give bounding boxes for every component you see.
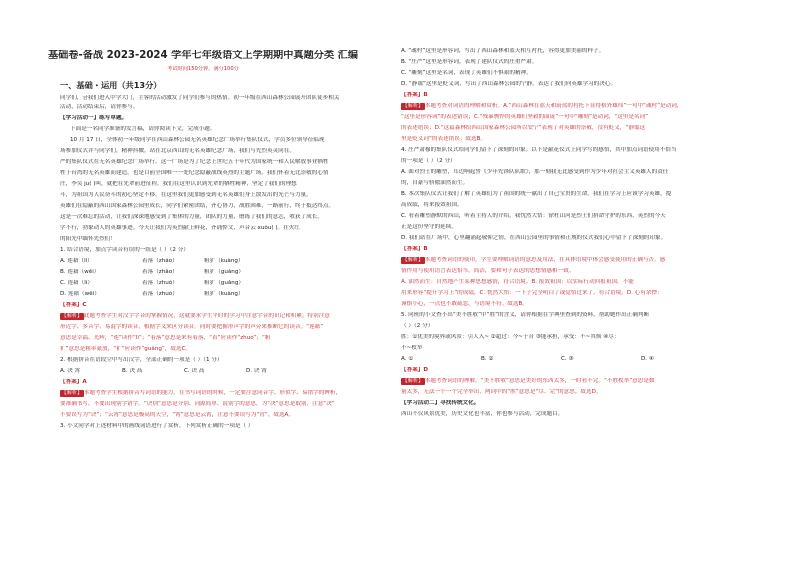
explanation-line <box>401 103 770 110</box>
q3-option-d: D. “静谧”这里是贬义词，写出了西山森林公园的宁静，表达了我们向英雄学习的决心。 <box>401 81 617 87</box>
answer-value: B <box>423 92 428 98</box>
answer-label: 【答案】 <box>60 379 83 385</box>
q5-option-a: A. ① <box>401 356 414 362</box>
activity-heading: 【学习活动一】练写草题。 <box>60 115 128 121</box>
question-2: 2. 根据拼音在语段空中写出汉字，全部正确的一项是（ ）（1 分） <box>60 357 223 363</box>
explanation-line: 的表述错误；D.“这篇森林给西山国家森林公园所以安宁”表现了对英雄的崇敬，没有贬义，“静谧这 <box>401 125 646 131</box>
analysis-tag: 【解析】 <box>61 390 83 396</box>
explanation-line: 情作用与使用语言表达恰当，简洁，要和句子表达的思想情感相一致。 <box>401 268 575 274</box>
answer-3 <box>401 92 794 99</box>
intro-line: 同学们，금我们进入中学大门，主客的活动激发了同学们参与的热情。初一年级在西山森林公园展开团队徒步相关 <box>60 95 340 101</box>
option-part: 粗犷（guǎng） <box>204 280 244 286</box>
q1-option-d <box>60 291 376 298</box>
answer-label: 【答案】 <box>401 246 424 252</box>
q2-option-b: B. 决 高 <box>122 368 143 374</box>
explanation-line: 要准确书写，不要出现别字错字。“诀别”意思是分别、词源简单、说别字的意思，为“决”意思是取别，注意“决” <box>60 401 335 407</box>
answer-5 <box>401 367 794 374</box>
option-part: 着落（zhuó） <box>142 291 178 297</box>
question-4-cont: 的一项是（ ）（2 分） <box>401 158 456 164</box>
q4-option-a: A. 面对烈士的雕塑，耳边响起誓《少年先锋队队歌》，那一刻我无比感受到作为少年对社会主义英雄人的责任 <box>401 169 669 175</box>
q1-option-b <box>60 269 376 276</box>
q4-option-c-cont: 正是这份坚守的延续。 <box>401 224 457 230</box>
question-4: 4. 庄严肃穆的集队仪式给同学们留下了深刻的印象。以下是献花仪式上同学写的感悟，其中加点词语使用不恰当 <box>401 147 677 153</box>
analysis-tag: 【解析】 <box>402 257 424 263</box>
q5-option-c: C. ③ <box>561 356 574 362</box>
passage-line: 这是一次难忘的活动，让我们深深地感受到了集体的力量，团队的力量，磨练了我们的意志，收获了成长。 <box>60 214 323 220</box>
passage-line: 严的集队仪式在无名英雄纪念广场举行。这一广场是为了纪念上世纪五十年代为国家统一和人民解放事业牺牲 <box>60 159 329 165</box>
explanation-line: 用来形容“提升学习上”的成绩，C. 恍然大悟：一下子完全明白了或觉悟过来了，符合语境。D. 心有余悸： <box>401 290 663 296</box>
answer-label: 【答案】 <box>60 302 83 308</box>
option-part: 着落（zhāo） <box>142 269 178 275</box>
q4-option-b: B. 本次集队仪式让我们了解了英雄们为了祖国的统一献出了自己宝贵的生命。我们在学习上应该学习英雄，提 <box>401 191 672 197</box>
explanation-line: 量太多，无法一个一个完全举出，两词中的“胜”意思是“尽、完”的意思。故选D。 <box>401 389 602 395</box>
section-heading: 一、基础・运用（共13分） <box>60 80 162 90</box>
option-part: 着落（zhuó） <box>142 280 178 286</box>
explanation-text: 本题考查学生根据拼音写词语的能力。在书写词语的时候，一定要注意同音字、形似字、易错字的辨析， <box>83 390 342 396</box>
passage-line: 的阳光中缅怀先烈们！ <box>60 236 116 242</box>
explanation-line: 意思是幸福、光辉，“莲”读作“lì”；“着落”意思是来有着落，“着”应读作“zhuó”；“粗 <box>60 335 271 341</box>
answer-1 <box>60 302 396 309</box>
exam-meta: 考试时间150分钟，满分100分 <box>167 66 239 72</box>
q3-option-a: A. “魂村”这里是形容词，写出了西山森林和蓝天相互衬托，容得更加美丽的样子。 <box>401 48 605 54</box>
option-part: 着落（zháo） <box>142 258 178 264</box>
passage-line: 庄，李吴 ju( )叫，就把在先辈前进征程。我们在这里认识到先辈的牺牲精神，坚定了我们的理想 <box>60 181 297 187</box>
question-5: 5. 同班的小文查不出“美不胜收”中“胜”的含义，请你根据在字典里查到的资料，帮助她作出正确判断 <box>401 312 650 318</box>
doc-title: 基础卷-备战 2023-2024 学年七年级语文上学期期中真题分类 汇编 <box>47 50 359 61</box>
explanation-text: 本题考查词语的使用，学生要理解词语的意思及用法，在具体语境中体会感受使用的正确与否。感 <box>424 257 666 263</box>
explanation-line: 谨慎小心，一点也不敢疏忽，与语境不符。故选B。 <box>401 301 528 307</box>
explanation-line: “这里是形容词”的表述错误；C.“残暴剽悍的英雄们坚毅的面庞”一句中“雕刻”是动词，“这里是名词” <box>401 114 649 120</box>
q4-option-b-cont: 高成绩，将来报效祖国。 <box>401 202 463 208</box>
question-5-cont: （ ）（2 分） <box>401 323 434 329</box>
explanation-text: 本题考查对词语的理解和赏析。A.“西山森林在蓝天和蔚蓝的衬托下显得格外雄伟”一句中“魂村”是动词， <box>424 103 683 109</box>
left-column <box>0 0 396 562</box>
explanation-line: 不要误写为“诀”；“云霄”意思是极高的天空，“霄”意思是云霄，注意不要误写为“宵”。故选A。 <box>60 412 294 418</box>
explanation-line <box>60 390 376 397</box>
q4-option-c: C. 看着雕塑静默的西山，听着主持人的介绍，我忧然大悟：徐杜山河是烈士们拼命守护的东西，英烈的今天 <box>401 213 666 219</box>
question-1: 1. 结合语境，加点字读音有误的一组是（ ）（2 分） <box>60 247 189 253</box>
q3-option-b: B. “庄严”这里是形容词，表现了建队仪式的庄重严肃。 <box>401 59 538 65</box>
q2-option-c: C. 诀 高 <box>184 368 205 374</box>
activity-intro: 西山不仅风景优美，历史文化也丰富，你也参与活动，完成题目。 <box>401 411 564 417</box>
answer-value: D <box>423 367 429 373</box>
explanation-line <box>60 313 376 320</box>
q4-option-d: D. 我们站在广场中，心里翻涌起敬仰之情，在西山公园里的事情和正规的仪式我们心中留下了深刻的印象。 <box>401 235 667 241</box>
answer-4 <box>401 246 794 253</box>
q3-option-c: C. “雕刻”这里是名词，表现了英雄们不惧艰的精神。 <box>401 70 532 76</box>
dictionary-entry-cont: 不~枚举 <box>401 345 423 351</box>
q2-option-d: D. 诀 霄 <box>246 368 267 374</box>
explanation-line <box>401 378 770 385</box>
option-part: A. 莲藉（lì） <box>60 258 93 264</box>
q4-option-a-cont: 的，自豪与骄傲油然而生。 <box>401 180 469 186</box>
explanation-line: 犷”意思是粗率豪放，“犷”应读作“guǎng”，故选C。 <box>60 346 192 352</box>
passage-line: 英雄们在隐蔽的西山国家森林公园里成长，同学们紧密团结，齐心协力，战胜困难，一路前行，终于抵达终点。 <box>60 203 335 209</box>
question-3: 3. 小文同学对上述材料中的画线词语进行了赏析，下列赏析正确的一项是（ ） <box>60 423 254 429</box>
q5-option-d: D. ④ <box>641 356 654 362</box>
option-part: C. 莲藉（lì） <box>60 280 93 286</box>
passage-line: 斗，为祖国为人民奋斗的初心坚定不移。在这里我们更加感受到无名英雄们身上散发出的光芒与力量。 <box>60 192 312 198</box>
option-part: 粗犷（kuàng） <box>204 258 244 264</box>
explanation-text: 本题考查词语的理解。“美不胜收”意思是美好的东西太多，一时看不完。“不胜枚举”意思是数 <box>424 378 655 384</box>
option-part: 粗犷（kuàng） <box>204 291 244 297</box>
passage-line: 学不行，勃象动人的英雄事迹。今天让我们为英烈献上鲜花，齐诵悼文，声音云 xuǒu( )。在火红 <box>60 225 300 231</box>
explanation-line: A. 油然而生：自然地产生某种思想感情，符合语境。B. 报效祖国：以实际行动回报祖国，不能 <box>401 279 634 285</box>
explanation-text: 此题考查学生对汉字字音的掌握情况，这就要求学生平时的学习中注意字音的识记和积累。特别注意 <box>83 313 330 319</box>
right-column <box>397 0 794 562</box>
option-part: B. 莲藉（wěi） <box>60 269 100 275</box>
passage-line: 牲于台湾的无名英雄而建造。也是目前全国唯一一处纪念隐蔽战线英烈的主题广场。我们怀着无比崇敬的心情 <box>60 170 329 176</box>
q5-options <box>401 356 770 363</box>
q2-options <box>60 368 376 375</box>
q1-option-c <box>60 280 376 287</box>
answer-value: B <box>423 246 428 252</box>
answer-label: 【答案】 <box>401 92 424 98</box>
option-part: 粗犷（guǎng） <box>204 269 244 275</box>
passage-line: 下面是一名同学准备的发言稿，请你阅读下文，完成小题。 <box>70 126 216 132</box>
analysis-tag: 【解析】 <box>402 378 424 384</box>
q1-option-a <box>60 258 376 265</box>
q2-option-a: A. 决 霄 <box>60 368 81 374</box>
analysis-tag: 【解析】 <box>61 313 83 319</box>
answer-label: 【答案】 <box>401 367 424 373</box>
answer-value: A <box>82 379 87 385</box>
dictionary-entry: 胜：①优美的境界或风景：引人入~ ②超过：今~于昔 ③能承担，承受：不~其烦 ④尽： <box>401 334 620 340</box>
option-part: D. 莲藉（wěi） <box>60 291 100 297</box>
answer-value: C <box>82 302 87 308</box>
explanation-line: 形近字、多音字、易混字的读音，根据字义来区分读音。同时要把握形声字的声旁来推断它的读音。“莲藉” <box>60 324 324 330</box>
intro-line: 活动，活动结束后，请你参与。 <box>60 104 139 110</box>
analysis-tag: 【解析】 <box>402 103 424 109</box>
passage-line: 场参加仪式并与同学们，精神抖擞。站在北京西山的无名英雄纪念广场，我们与先烈英灵同在。 <box>60 148 295 154</box>
explanation-line <box>401 257 770 264</box>
activity-heading: 【学习活动二】寻找传统文化。 <box>401 400 480 406</box>
explanation-line: 里是贬义词”的表述错误；故选B。 <box>401 136 487 142</box>
q5-option-b: B. ② <box>481 356 494 362</box>
answer-2 <box>60 379 396 386</box>
passage-line: 10 月 17 日，全体初一年级同学在西山森林公园无名英雄纪念广场举行集队仪式，学员多位领导莅临现 <box>70 137 325 143</box>
